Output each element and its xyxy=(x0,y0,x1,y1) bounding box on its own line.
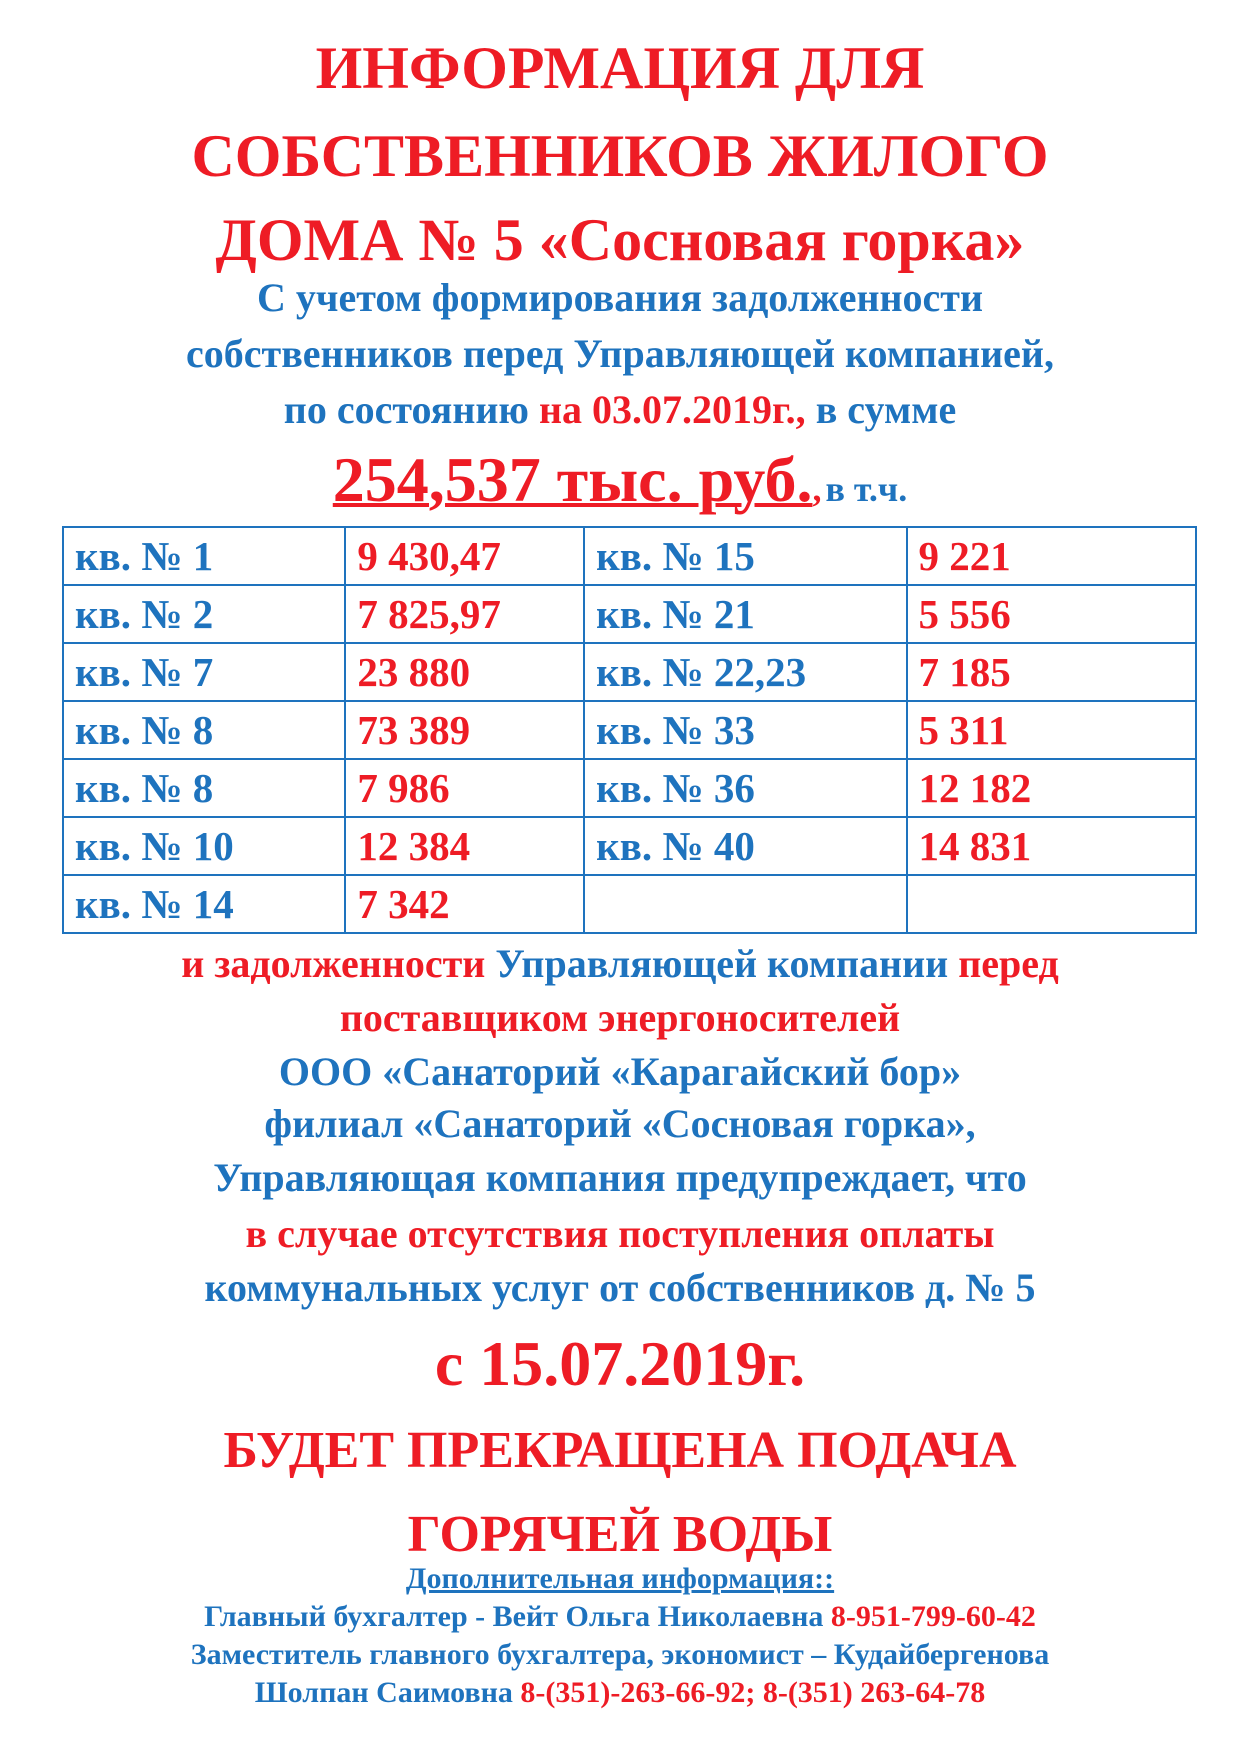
cutoff-date: с 15.07.2019г. xyxy=(434,1328,806,1399)
debt-amount-cell: 73 389 xyxy=(345,701,584,759)
apartment-cell xyxy=(584,875,906,933)
total-tail: в т.ч. xyxy=(825,469,908,509)
apartment-cell: кв. № 36 xyxy=(584,759,906,817)
intro-state-label: по состоянию xyxy=(283,387,529,432)
debt-amount-cell: 7 825,97 xyxy=(345,585,584,643)
debt-amount-cell: 14 831 xyxy=(907,817,1196,875)
chief-accountant: Главный бухгалтер - Вейт Ольга Николаевна xyxy=(204,1600,824,1633)
debt-amount-cell: 5 311 xyxy=(907,701,1196,759)
apartment-cell: кв. № 1 xyxy=(63,527,345,585)
debt-amount-cell: 9 221 xyxy=(907,527,1196,585)
apartment-cell: кв. № 21 xyxy=(584,585,906,643)
supplier-line-1 xyxy=(0,936,1240,992)
debt-amount-cell: 7 185 xyxy=(907,643,1196,701)
table-row xyxy=(63,527,1196,585)
contacts-title: Дополнительная информация:: xyxy=(405,1562,835,1595)
table-row xyxy=(63,817,1196,875)
apartment-cell: кв. № 7 xyxy=(63,643,345,701)
table-row xyxy=(63,759,1196,817)
apartment-cell: кв. № 8 xyxy=(63,759,345,817)
supplier-line-4: филиал «Санаторий «Сосновая горка», xyxy=(264,1101,976,1146)
warning-line-2: в случае отсутствия поступления оплаты xyxy=(245,1211,995,1256)
apartment-cell: кв. № 2 xyxy=(63,585,345,643)
intro-sum-label: в сумме xyxy=(815,387,957,432)
contacts-line-3 xyxy=(0,1674,1240,1712)
intro-date: на 03.07.2019г., xyxy=(538,387,806,432)
table-row xyxy=(63,701,1196,759)
warning-line-1: Управляющая компания предупреждает, что xyxy=(213,1155,1027,1200)
intro-line-3 xyxy=(0,382,1240,438)
heading-line-3: ДОМА № 5 «Сосновая горка» xyxy=(215,207,1025,273)
debt-amount-cell: 23 880 xyxy=(345,643,584,701)
debt-amount-cell: 7 342 xyxy=(345,875,584,933)
debt-amount-cell: 5 556 xyxy=(907,585,1196,643)
table-row xyxy=(63,643,1196,701)
total-debt xyxy=(0,440,1240,520)
apartment-cell: кв. № 22,23 xyxy=(584,643,906,701)
debt-amount-cell: 7 986 xyxy=(345,759,584,817)
intro-line-2: собственников перед Управляющей компанией, xyxy=(186,331,1054,376)
heading-line-1: ИНФОРМАЦИЯ ДЛЯ xyxy=(315,35,925,101)
deputy-phones: 8-(351)-263-66-92; 8-(351) 263-64-78 xyxy=(520,1676,986,1709)
stop-notice-line-2: ГОРЯЧЕЙ ВОДЫ xyxy=(407,1506,833,1563)
apartment-cell: кв. № 33 xyxy=(584,701,906,759)
apartment-cell: кв. № 15 xyxy=(584,527,906,585)
supplier-company-label: Управляющей компании xyxy=(495,941,949,986)
debts-table xyxy=(62,526,1197,934)
apartment-cell: кв. № 40 xyxy=(584,817,906,875)
warning-line-3: коммунальных услуг от собственников д. № 5 xyxy=(204,1265,1036,1310)
debt-amount-cell xyxy=(907,875,1196,933)
heading-line-2: СОБСТВЕННИКОВ ЖИЛОГО xyxy=(191,123,1049,189)
apartment-cell: кв. № 8 xyxy=(63,701,345,759)
supplier-before-label: перед xyxy=(958,941,1059,986)
debt-amount-cell: 9 430,47 xyxy=(345,527,584,585)
chief-accountant-phone: 8-951-799-60-42 xyxy=(830,1600,1036,1633)
debt-amount-cell: 12 182 xyxy=(907,759,1196,817)
supplier-line-2: поставщиком энергоносителей xyxy=(339,995,901,1040)
contacts-line-2: Заместитель главного бухгалтера, экономист – Кудайбергенова xyxy=(190,1638,1050,1671)
apartment-cell: кв. № 14 xyxy=(63,875,345,933)
stop-notice-line-1: БУДЕТ ПРЕКРАЩЕНА ПОДАЧА xyxy=(223,1422,1017,1479)
supplier-debt-label: и задолженности xyxy=(181,941,486,986)
debt-amount-cell: 12 384 xyxy=(345,817,584,875)
supplier-line-3: ООО «Санаторий «Карагайский бор» xyxy=(278,1049,962,1094)
table-row xyxy=(63,585,1196,643)
deputy-name: Шолпан Саимовна xyxy=(254,1676,513,1709)
total-separator: , xyxy=(812,469,822,509)
intro-line-1: С учетом формирования задолженности xyxy=(257,275,983,320)
table-row xyxy=(63,875,1196,933)
contacts-line-1 xyxy=(0,1598,1240,1636)
total-amount: 254,537 тыс. руб. xyxy=(332,444,813,515)
apartment-cell: кв. № 10 xyxy=(63,817,345,875)
